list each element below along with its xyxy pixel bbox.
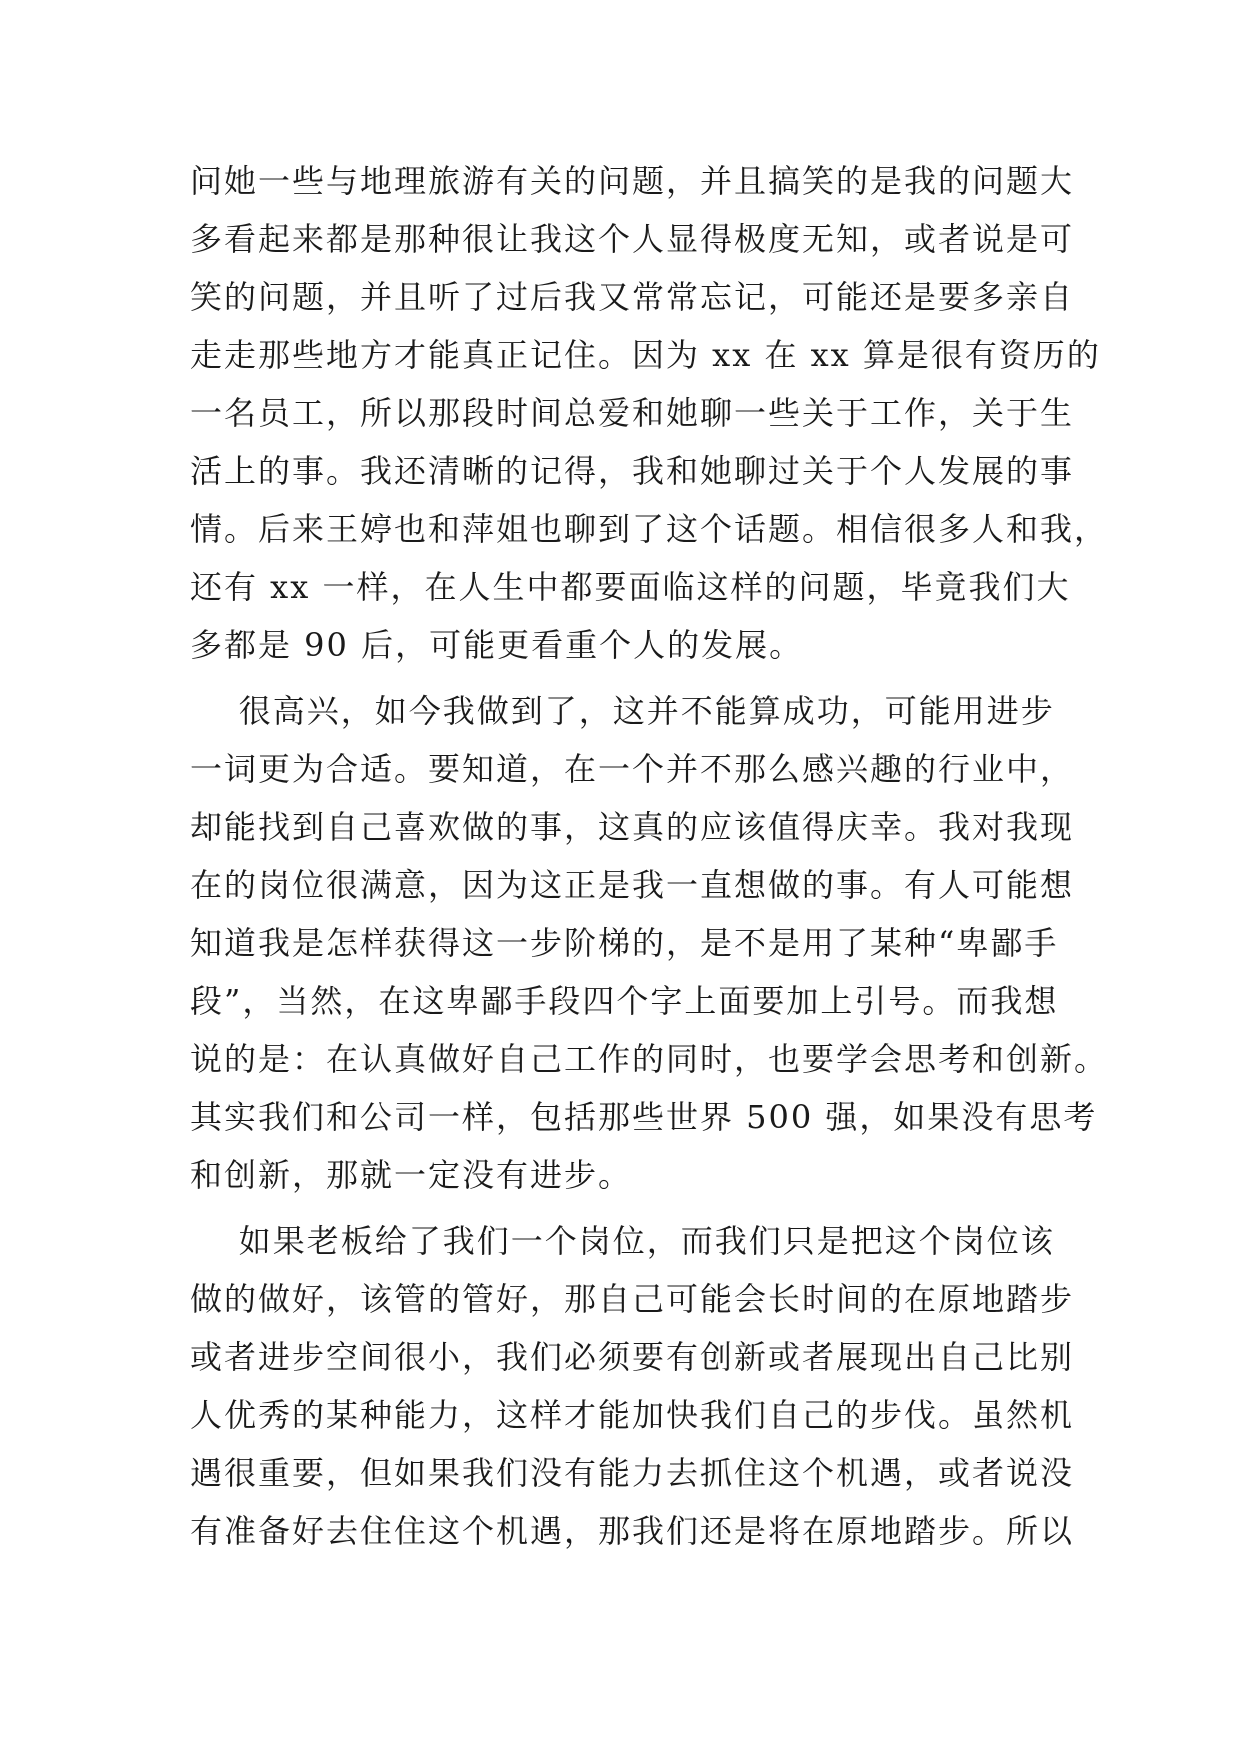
text-line: 和创新，那就一定没有进步。 [190,1156,633,1194]
text-line: 段”，当然，在这卑鄙手段四个字上面要加上引号。而我想 [190,982,1059,1020]
text-line: 问她一些与地理旅游有关的问题，并且搞笑的是我的问题大 [190,162,1075,200]
text-line: 情。后来王婷也和萍姐也聊到了这个话题。相信很多人和我， [190,510,1109,548]
paragraph-2 [190,682,1109,1204]
text-line: 如果老板给了我们一个岗位，而我们只是把这个岗位该 [190,1222,1055,1260]
text-line: 知道我是怎样获得这一步阶梯的，是不是用了某种“卑鄙手 [190,924,1059,962]
text-line: 走走那些地方才能真正记住。因为 xx 在 xx 算是很有资历的 [190,336,1101,374]
text-line: 人优秀的某种能力，这样才能加快我们自己的步伐。虽然机 [190,1396,1075,1434]
text-line: 一名员工，所以那段时间总爱和她聊一些关于工作，关于生 [190,394,1075,432]
text-line: 很高兴，如今我做到了，这并不能算成功，可能用进步 [190,692,1055,730]
text-line: 或者进步空间很小，我们必须要有创新或者展现出自己比别 [190,1338,1075,1376]
paragraph-1 [190,152,1109,674]
text-line: 多都是 90 后，可能更看重个人的发展。 [190,626,804,664]
paragraph-gap [190,1204,1050,1212]
text-line: 活上的事。我还清晰的记得，我和她聊过关于个人发展的事 [190,452,1075,490]
text-line: 有准备好去住住这个机遇，那我们还是将在原地踏步。所以 [190,1512,1075,1550]
text-line: 遇很重要，但如果我们没有能力去抓住这个机遇，或者说没 [190,1454,1075,1492]
text-line: 其实我们和公司一样，包括那些世界 500 强，如果没有思考 [190,1098,1098,1136]
text-line: 做的做好，该管的管好，那自己可能会长时间的在原地踏步 [190,1280,1075,1318]
paragraph-3 [190,1212,1075,1560]
text-line: 一词更为合适。要知道，在一个并不那么感兴趣的行业中， [190,750,1075,788]
text-line: 却能找到自己喜欢做的事，这真的应该值得庆幸。我对我现 [190,808,1075,846]
paragraph-gap [190,674,1050,682]
text-line: 笑的问题，并且听了过后我又常常忘记，可能还是要多亲自 [190,278,1075,316]
body-text [190,152,1109,1560]
text-line: 在的岗位很满意，因为这正是我一直想做的事。有人可能想 [190,866,1075,904]
text-line: 多看起来都是那种很让我这个人显得极度无知，或者说是可 [190,220,1075,258]
text-line: 说的是：在认真做好自己工作的同时，也要学会思考和创新。 [190,1040,1109,1078]
text-line: 还有 xx 一样，在人生中都要面临这样的问题，毕竟我们大 [190,568,1071,606]
